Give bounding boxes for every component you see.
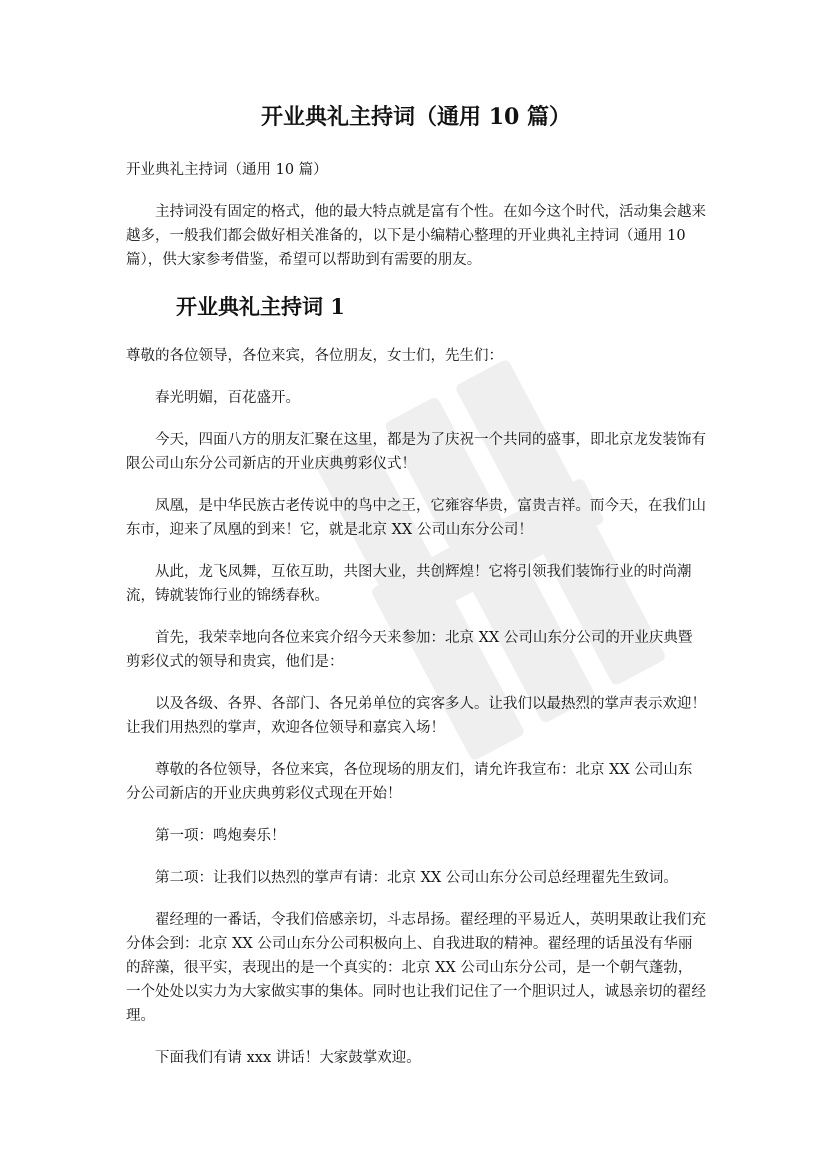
- paragraph: 首先，我荣幸地向各位来宾介绍今天来参加：北京 XX 公司山东分公司的开业庆典暨剪彩仪式的领导和贵宾，他们是：: [126, 630, 693, 670]
- intro-paragraph: 主持词没有固定的格式，他的最大特点就是富有个性。在如今这个时代，活动集会越来越多，一般我们都会做好相关准备的，以下是小编精心整理的开业典礼主持词（通用 10 篇），供大家参考借鉴，希望可以帮助到有需要的朋友。: [126, 204, 706, 268]
- paragraph: 第一项：鸣炮奏乐！: [155, 828, 286, 844]
- document-title: 开业典礼主持词（通用 10 篇）: [261, 104, 571, 130]
- paragraph: 今天，四面八方的朋友汇聚在这里，都是为了庆祝一个共同的盛事，即北京龙发装饰有限公司山东分公司新店的开业庆典剪彩仪式！: [126, 432, 706, 472]
- section-heading-1: 开业典礼主持词 1: [176, 294, 345, 319]
- document-subtitle: 开业典礼主持词（通用 10 篇）: [126, 162, 328, 178]
- paragraph: 翟经理的一番话，令我们倍感亲切，斗志昂扬。翟经理的平易近人，英明果敢让我们充分体会到：北京 XX 公司山东分公司积极向上、自我进取的精神。翟经理的话虽没有华丽的辞藻，很平实，表现出的是一个真实的：北京 XX 公司山东分公司，是一个朝气蓬勃，一个处处以实力为大家做实事的集体。同时也让我们记住了一个胆识过人，诚恳亲切的翟经理。: [126, 912, 706, 1024]
- paragraph: 凤凰，是中华民族古老传说中的鸟中之王，它雍容华贵，富贵吉祥。而今天，在我们山东市，迎来了凤凰的到来！它，就是北京 XX 公司山东分公司！: [126, 498, 706, 538]
- paragraph: 春光明媚，百花盛开。: [155, 390, 300, 406]
- paragraph: 尊敬的各位领导，各位来宾，各位现场的朋友们，请允许我宣布：北京 XX 公司山东分公司新店的开业庆典剪彩仪式现在开始！: [126, 762, 693, 802]
- paragraph-greeting: 尊敬的各位领导，各位来宾，各位朋友，女士们，先生们：: [126, 348, 503, 364]
- document-page: [126, 100, 706, 1088]
- paragraph: 从此，龙飞凤舞，互依互助，共图大业，共创辉煌！它将引领我们装饰行业的时尚潮流，铸就装饰行业的锦绣春秋。: [126, 564, 692, 604]
- paragraph: 下面我们有请 xxx 讲话！大家鼓掌欢迎。: [155, 1050, 421, 1066]
- paragraph: 第二项：让我们以热烈的掌声有请：北京 XX 公司山东分公司总经理翟先生致词。: [155, 870, 678, 886]
- paragraph: 以及各级、各界、各部门、各兄弟单位的宾客多人。让我们以最热烈的掌声表示欢迎！让我们用热烈的掌声，欢迎各位领导和嘉宾入场！: [126, 696, 706, 736]
